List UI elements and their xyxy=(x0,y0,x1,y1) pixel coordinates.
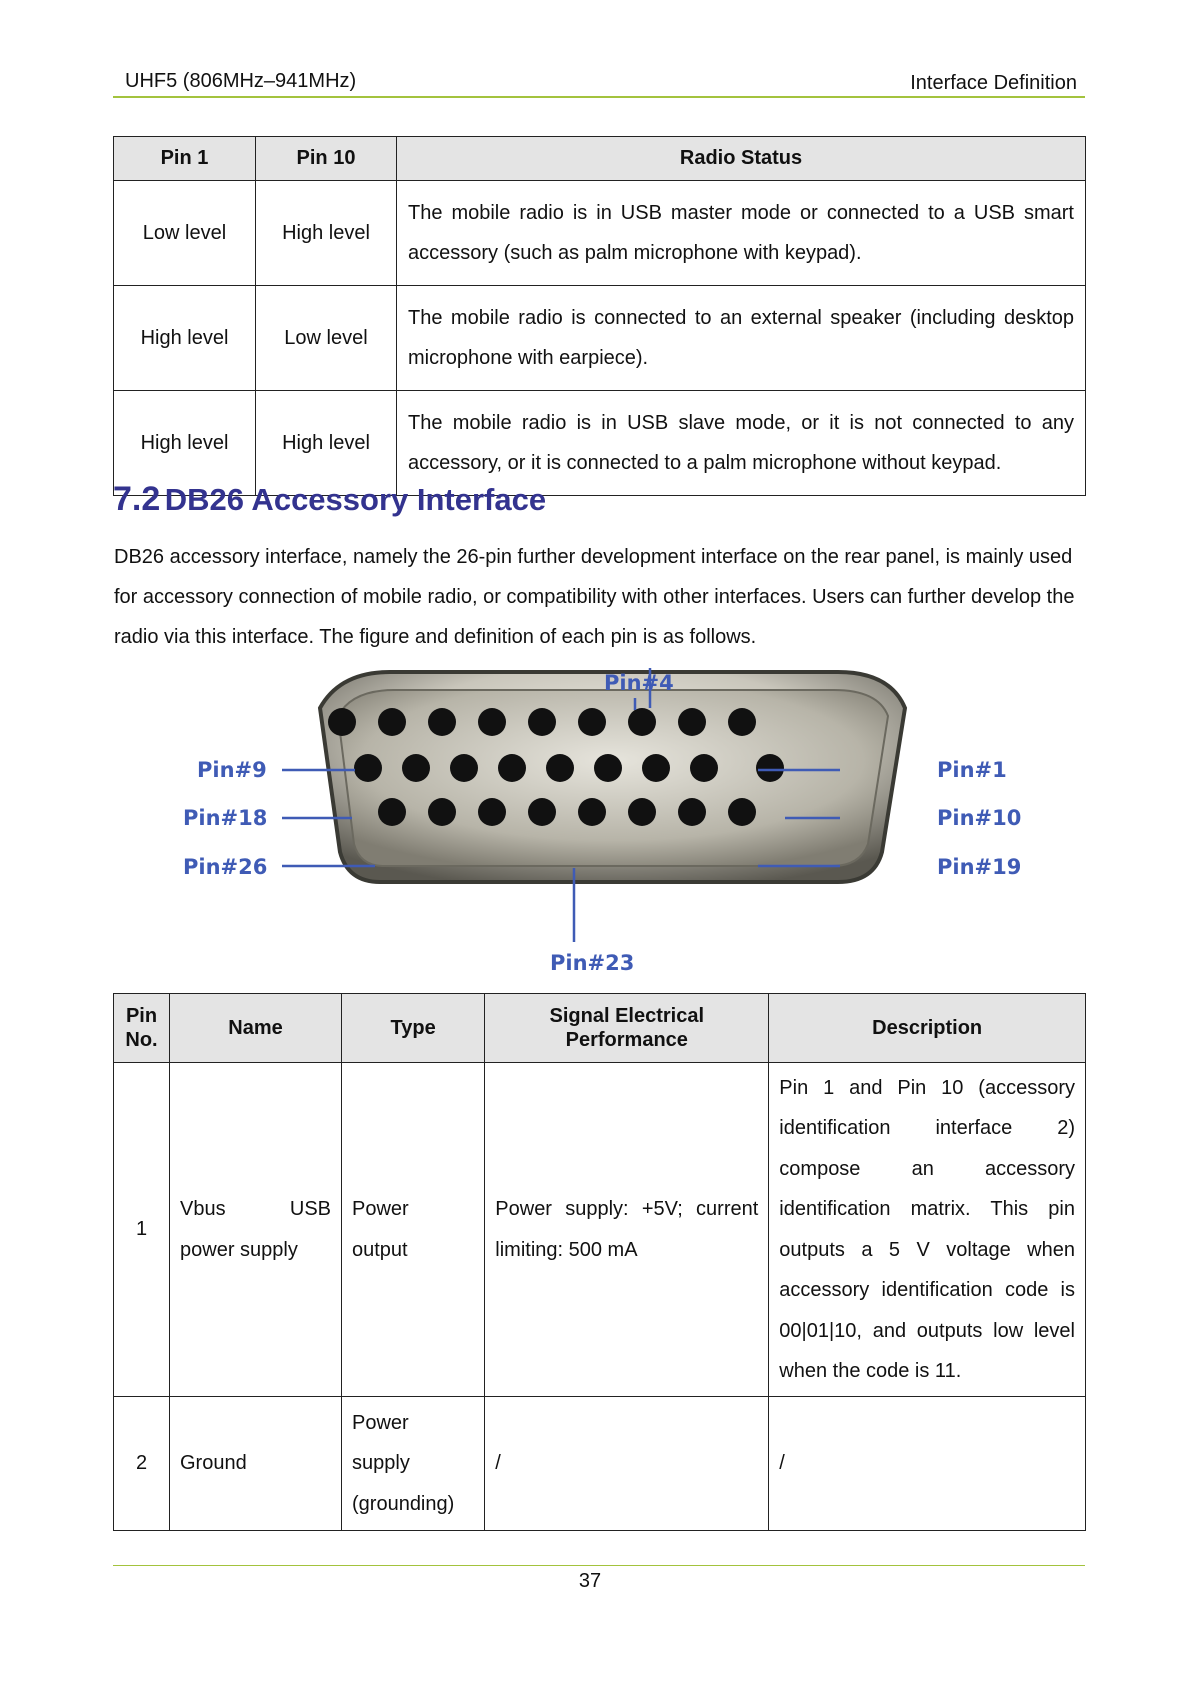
pin-hole xyxy=(428,798,456,826)
label-pin18: Pin#18 xyxy=(183,806,268,830)
cell-description: / xyxy=(769,1397,1086,1531)
label-pin4: Pin#4 xyxy=(604,671,674,695)
col-header-name: Name xyxy=(170,994,342,1063)
cell-pin10: Low level xyxy=(256,286,397,391)
header-model: UHF5 (806MHz–941MHz) xyxy=(125,70,357,92)
table-row xyxy=(114,1063,1086,1397)
section-title: DB26 Accessory Interface xyxy=(164,482,547,517)
pin-hole xyxy=(428,708,456,736)
pin-hole xyxy=(378,708,406,736)
cell-pin-no: 1 xyxy=(114,1063,170,1397)
label-pin1: Pin#1 xyxy=(937,758,1007,782)
cell-pin1: High level xyxy=(114,286,256,391)
header-rule xyxy=(113,96,1085,98)
db26-connector-figure xyxy=(170,668,1040,984)
pin-row-1 xyxy=(328,708,756,736)
col-header-pin-no: Pin No. xyxy=(114,994,170,1063)
pin-hole xyxy=(354,754,382,782)
page-header xyxy=(113,70,1085,96)
pin-hole xyxy=(594,754,622,782)
pin-hole xyxy=(450,754,478,782)
cell-type: Power output xyxy=(342,1063,485,1397)
table-row xyxy=(114,286,1086,391)
cell-pin1: High level xyxy=(114,391,256,496)
footer-rule xyxy=(113,1565,1085,1566)
pin-hole xyxy=(328,708,356,736)
col-header-radio-status: Radio Status xyxy=(397,137,1086,181)
col-header-pin10: Pin 10 xyxy=(256,137,397,181)
pin-hole xyxy=(546,754,574,782)
pin-hole xyxy=(642,754,670,782)
pin-hole xyxy=(578,798,606,826)
table-row xyxy=(114,1397,1086,1531)
pin-hole xyxy=(678,708,706,736)
section-number: 7.2 xyxy=(113,480,161,518)
cell-description: Pin 1 and Pin 10 (accessory identification interface 2) compose an accessory identification matrix. This pin outputs a 5 V voltage when accessory identification code is 00|01|10, and outputs low level when the code is 11. xyxy=(769,1063,1086,1397)
pin-hole xyxy=(378,798,406,826)
label-pin19: Pin#19 xyxy=(937,855,1022,879)
table-header-row xyxy=(114,137,1086,181)
pin-hole xyxy=(528,708,556,736)
table-header-row xyxy=(114,994,1086,1063)
label-pin26: Pin#26 xyxy=(183,855,268,879)
pin-hole xyxy=(728,798,756,826)
label-pin10: Pin#10 xyxy=(937,806,1022,830)
pin-hole xyxy=(678,798,706,826)
section-paragraph: DB26 accessory interface, namely the 26-pin further development interface on the rear panel, is mainly used for accessory connection of mobile radio, or compatibility with other interfaces. Users can further develop the radio via this interface. The figure and definition of each pin is as follows. xyxy=(114,546,1075,648)
pin-definition-table xyxy=(113,993,1086,1531)
pin-hole xyxy=(628,708,656,736)
radio-status-table xyxy=(113,136,1086,496)
cell-signal: Power supply: +5V; current limiting: 500 mA xyxy=(485,1063,769,1397)
col-header-description: Description xyxy=(769,994,1086,1063)
col-header-pin1: Pin 1 xyxy=(114,137,256,181)
cell-pin-no: 2 xyxy=(114,1397,170,1531)
pin-hole xyxy=(478,798,506,826)
pin-hole xyxy=(756,754,784,782)
cell-type: Power supply (grounding) xyxy=(342,1397,485,1531)
cell-radio-status: The mobile radio is in USB master mode or connected to a USB smart accessory (such as palm microphone with keypad). xyxy=(397,181,1086,286)
pin-hole xyxy=(402,754,430,782)
pin-hole xyxy=(528,798,556,826)
cell-radio-status: The mobile radio is connected to an external speaker (including desktop microphone with earpiece). xyxy=(397,286,1086,391)
pin-hole xyxy=(478,708,506,736)
cell-pin10: High level xyxy=(256,391,397,496)
col-header-type: Type xyxy=(342,994,485,1063)
label-pin23: Pin#23 xyxy=(550,951,635,975)
pin-hole xyxy=(498,754,526,782)
cell-name: Ground xyxy=(170,1397,342,1531)
pin-hole xyxy=(728,708,756,736)
cell-pin1: Low level xyxy=(114,181,256,286)
cell-signal: / xyxy=(485,1397,769,1531)
table-row xyxy=(114,181,1086,286)
cell-radio-status: The mobile radio is in USB slave mode, or it is not connected to any accessory, or it is connected to a palm microphone without keypad. xyxy=(397,391,1086,496)
pin-hole xyxy=(628,798,656,826)
pin-hole xyxy=(578,708,606,736)
page-number: 37 xyxy=(578,1570,602,1592)
label-pin9: Pin#9 xyxy=(197,758,267,782)
cell-name: Vbus USB power supply xyxy=(170,1063,342,1397)
header-chapter: Interface Definition xyxy=(910,72,1077,94)
cell-pin10: High level xyxy=(256,181,397,286)
pin-hole xyxy=(690,754,718,782)
section-heading xyxy=(113,480,546,519)
col-header-signal: Signal Electrical Performance xyxy=(485,994,769,1063)
